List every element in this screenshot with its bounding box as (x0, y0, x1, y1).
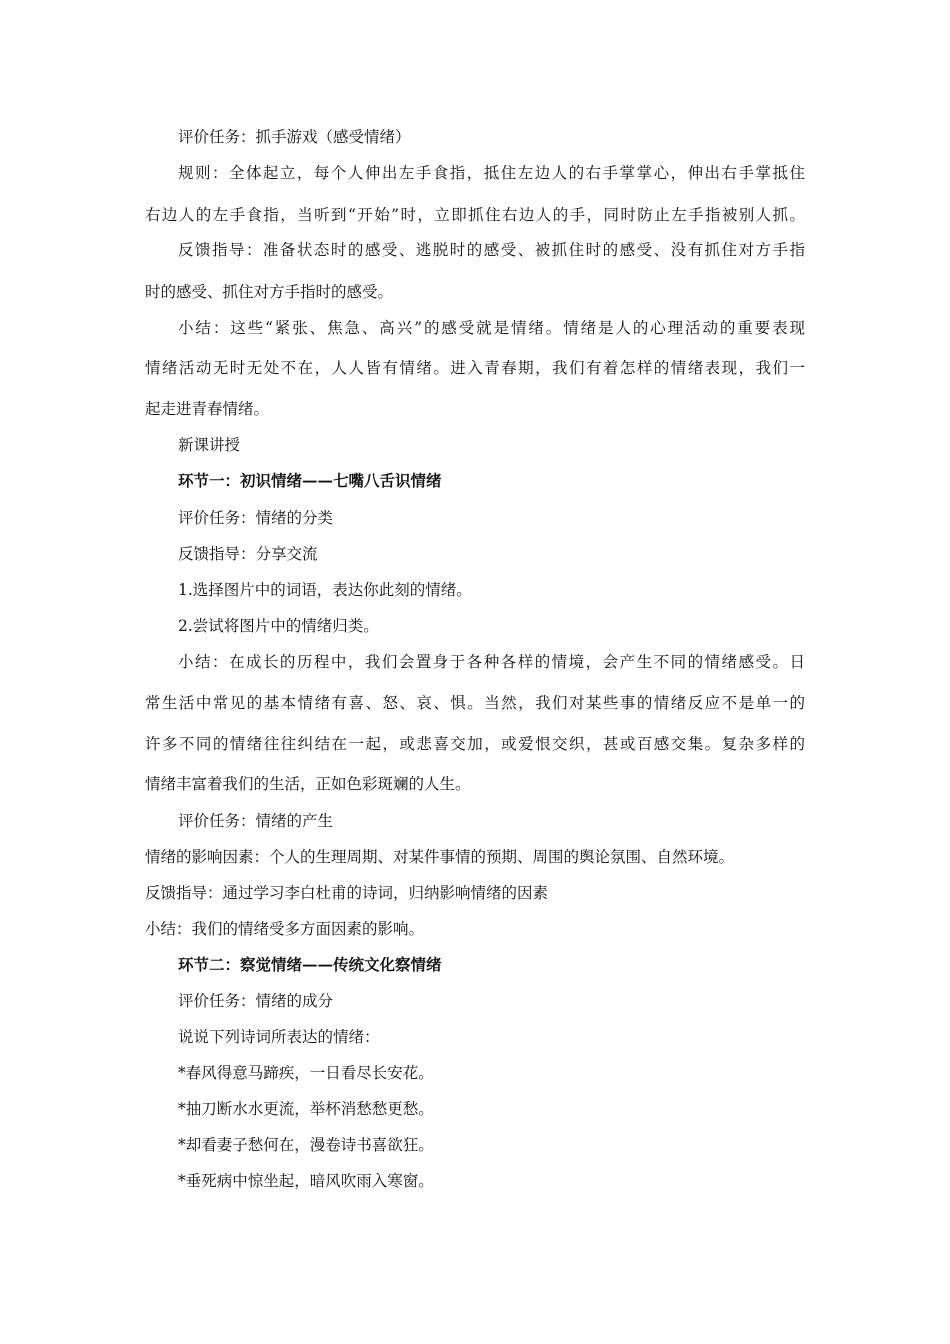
poem-line: *却看妻子愁何在，漫卷诗书喜欲狂。 (178, 1136, 434, 1154)
poem-line: *垂死病中惊坐起，暗风吹雨入寒窗。 (178, 1172, 434, 1190)
text-line: 反馈指导：准备状态时的感受、逃脱时的感受、被抓住时的感受、没有抓住对方手指 (178, 241, 805, 259)
text-line: 评价任务：情绪的成分 (178, 992, 334, 1010)
text-line: 起走进青春情绪。 (145, 400, 270, 418)
text-line: 情绪活动无时无处不在，人人皆有情绪。进入青春期，我们有着怎样的情绪表现，我们一 (145, 359, 805, 377)
list-item: 1.选择图片中的词语，表达你此刻的情绪。 (178, 581, 472, 599)
text-line: 小结：在成长的历程中，我们会置身于各种各样的情境，会产生不同的情绪感受。日 (178, 653, 805, 671)
text-line: 规则：全体起立，每个人伸出左手食指，抵住左边人的右手掌掌心，伸出右手掌抵住 (178, 164, 805, 182)
text-line: 右边人的左手食指，当听到“开始”时，立即抓住右边人的手，同时防止左手指被别人抓。 (145, 206, 805, 224)
text-line: 小结：我们的情绪受多方面因素的影响。 (145, 920, 425, 938)
text-line: 评价任务：情绪的分类 (178, 509, 334, 527)
text-line: 评价任务：情绪的产生 (178, 812, 334, 830)
text-line: 小结：这些“紧张、焦急、高兴”的感受就是情绪。情绪是人的心理活动的重要表现 (178, 319, 805, 337)
text-line: 评价任务：抓手游戏（感受情绪） (178, 128, 411, 146)
text-line: 情绪丰富着我们的生活，正如色彩斑斓的人生。 (145, 775, 471, 793)
text-line: 时的感受、抓住对方手指时的感受。 (145, 283, 394, 301)
poem-line: *抽刀断水水更流，举杯消愁愁更愁。 (178, 1100, 434, 1118)
list-item: 2.尝试将图片中的情绪归类。 (178, 617, 379, 635)
text-line: 常生活中常见的基本情绪有喜、怒、哀、惧。当然，我们对某些事的情绪反应不是单一的 (145, 694, 805, 712)
section-heading: 环节一：初识情绪——七嘴八舌识情绪 (178, 471, 442, 490)
text-line: 反馈指导：通过学习李白杜甫的诗词，归纳影响情绪的因素 (145, 884, 549, 902)
section-heading: 新课讲授 (178, 436, 241, 454)
poem-line: *春风得意马蹄疾，一日看尽长安花。 (178, 1064, 434, 1082)
text-line: 说说下列诗词所表达的情绪： (178, 1028, 380, 1046)
section-heading: 环节二：察觉情绪——传统文化察情绪 (178, 955, 442, 974)
text-line: 反馈指导：分享交流 (178, 545, 318, 563)
text-line: 情绪的影响因素：个人的生理周期、对某件事情的预期、周围的舆论氛围、自然环境。 (145, 848, 735, 866)
text-line: 许多不同的情绪往往纠结在一起，或悲喜交加，或爱恨交织，甚或百感交集。复杂多样的 (145, 735, 805, 753)
